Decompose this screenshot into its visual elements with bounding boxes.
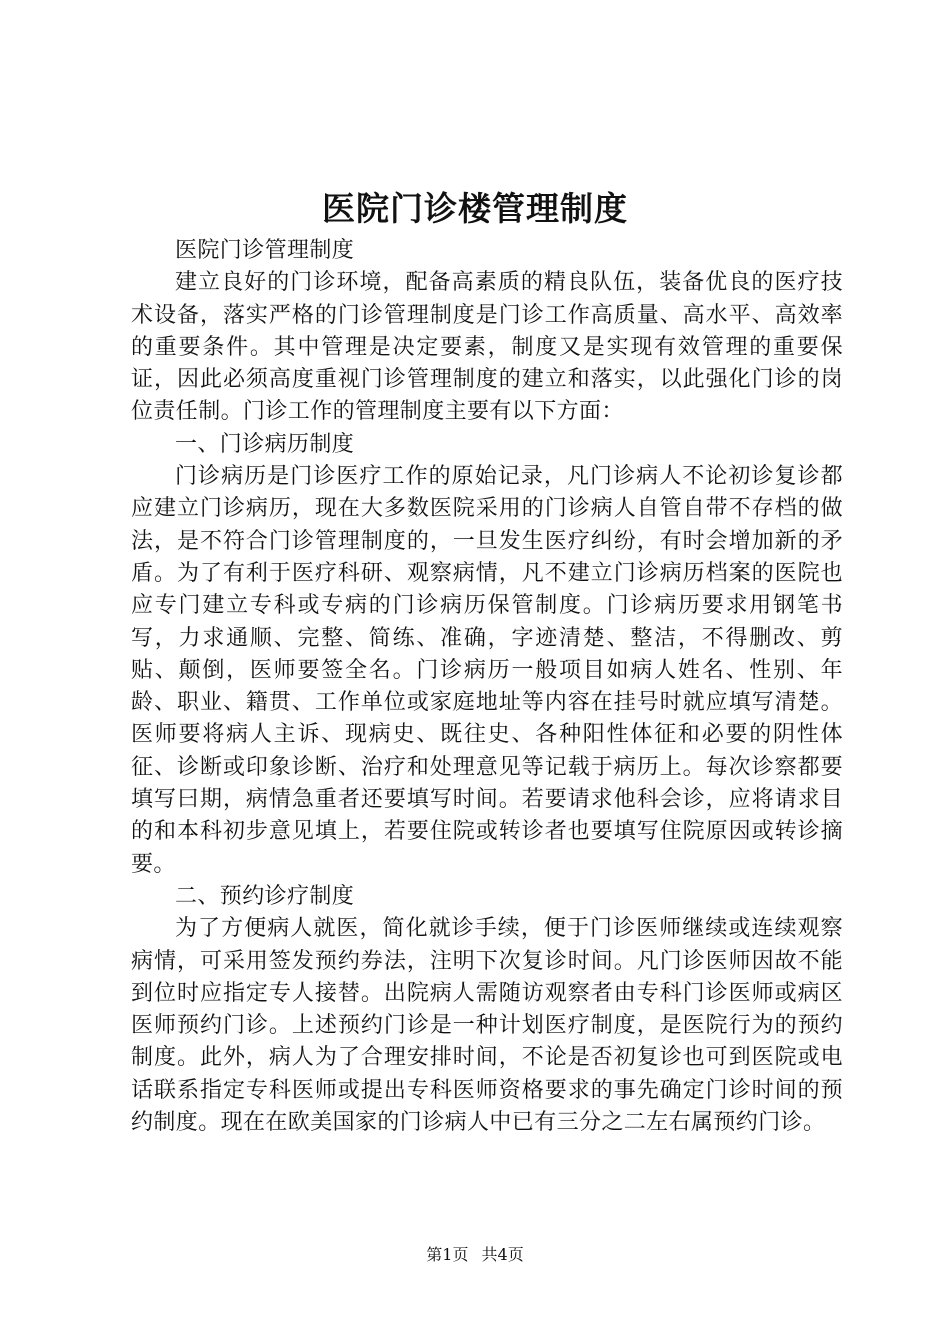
document-subtitle: 医院门诊管理制度 xyxy=(175,238,355,263)
page-total: 共4页 xyxy=(481,1245,524,1264)
page-footer xyxy=(0,1243,950,1267)
section-heading-medical-records: 一、门诊病历制度 xyxy=(175,431,355,457)
section-paragraph-appointments: 为了方便病人就医，简化就诊手续，便于门诊医师继续或连续观察病情，可采用签发预约券法，注明下次复诊时间。凡门诊医师因故不能到位时应指定专人接替。出院病人需随访观察者由专科门诊医师或病区医师预约门诊。上述预约门诊是一种计划医疗制度，是医院行为的预约制度。此外，病人为了合理安排时间，不论是否初复诊也可到医院或电话联系指定专科医师或提出专科医师资格要求的事先确定门诊时间的预约制度。现在在欧美国家的门诊病人中已有三分之二左右属预约门诊。 xyxy=(131,916,843,1136)
page-number: 第1页 xyxy=(426,1245,469,1264)
intro-paragraph: 建立良好的门诊环境，配备高素质的精良队伍，装备优良的医疗技术设备，落实严格的门诊管理制度是门诊工作高质量、高水平、高效率的重要条件。其中管理是决定要素，制度又是实现有效管理的重要保证，因此必须高度重视门诊管理制度的建立和落实，以此强化门诊的岗位责任制。门诊工作的管理制度主要有以下方面： xyxy=(131,270,843,425)
section-heading-appointments: 二、预约诊疗制度 xyxy=(175,883,355,909)
document-title: 医院门诊楼管理制度 xyxy=(322,189,628,228)
section-paragraph-medical-records: 门诊病历是门诊医疗工作的原始记录，凡门诊病人不论初诊复诊都应建立门诊病历，现在大多数医院采用的门诊病人自管自带不存档的做法，是不符合门诊管理制度的，一旦发生医疗纠纷，有时会增加新的矛盾。为了有利于医疗科研、观察病情，凡不建立门诊病历档案的医院也应专门建立专科或专病的门诊病历保管制度。门诊病历要求用钢笔书写，力求通顺、完整、简练、准确，字迹清楚、整洁，不得删改、剪贴、颠倒，医师要签全名。门诊病历一般项目如病人姓名、性别、年龄、职业、籍贯、工作单位或家庭地址等内容在挂号时就应填写清楚。医师要将病人主诉、现病史、既往史、各种阳性体征和必要的阴性体征、诊断或印象诊断、治疗和处理意见等记载于病历上。每次诊察都要填写曰期，病情急重者还要填写时间。若要请求他科会诊，应将请求目的和本科初步意见填上，若要住院或转诊者也要填写住院原因或转诊摘要。 xyxy=(131,464,843,877)
document-body xyxy=(131,235,843,1139)
